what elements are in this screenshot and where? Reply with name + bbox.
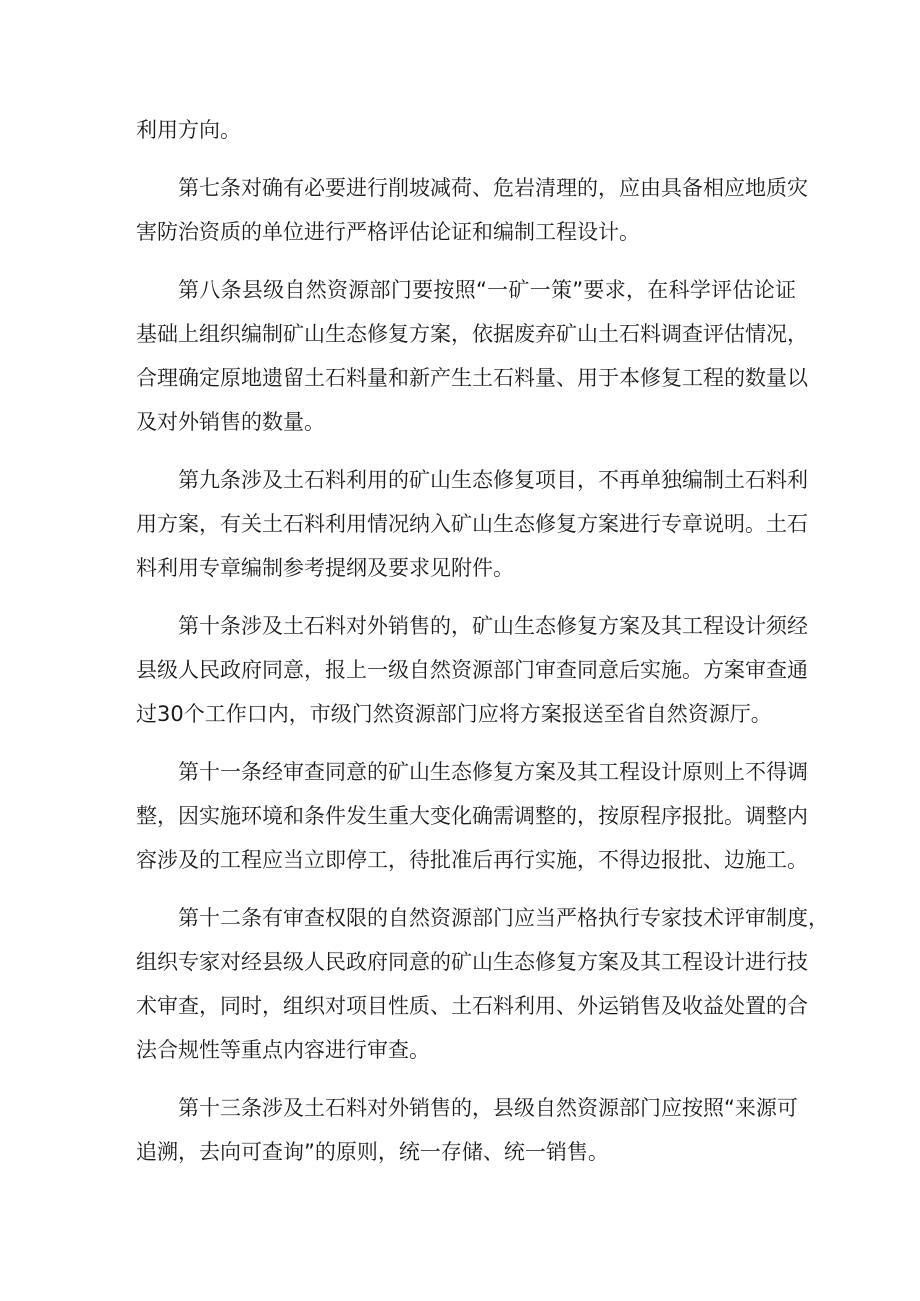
paragraph-continuation bbox=[136, 108, 796, 152]
paragraph-article-9 bbox=[136, 458, 808, 590]
text-line: 及对外销售的数量。 bbox=[136, 410, 325, 434]
text-line: 利用方向。 bbox=[136, 118, 241, 142]
text-line: 组织专家对经县级人民政府同意的矿山生态修复方案及其工程设计进行技 bbox=[136, 950, 808, 974]
text-line: 合理确定原地遗留土石料量和新产生土石料量、用于本修复工程的数量以 bbox=[136, 366, 808, 390]
text-line: 第十一条经审查同意的矿山生态修复方案及其工程设计原则上不得调 bbox=[178, 760, 808, 784]
text-line: 基础上组织编制矿山生态修复方案，依据废弃矿山土石料调查评估情况， bbox=[136, 322, 808, 346]
document-body bbox=[136, 108, 829, 1188]
paragraph-article-8 bbox=[136, 268, 808, 444]
text-line: 第十三条涉及土石料对外销售的，县级自然资源部门应按照“来源可 bbox=[178, 1096, 798, 1120]
text-line: 害防治资质的单位进行严格评估论证和编制工程设计。 bbox=[136, 220, 640, 244]
text-line: 整，因实施环境和条件发生重大变化确需调整的，按原程序报批。调整内 bbox=[136, 804, 808, 828]
text-line: 第十条涉及土石料对外销售的，矿山生态修复方案及其工程设计须经 bbox=[178, 614, 808, 638]
text-line: 术审查，同时，组织对项目性质、土石料利用、外运销售及收益处置的合 bbox=[136, 994, 808, 1018]
text-line: 过30个工作口内，市级门然资源部门应将方案报送至省自然资源厅。 bbox=[136, 702, 772, 726]
text-line: 第七条对确有必要进行削坡减荷、危岩清理的，应由具备相应地质灾 bbox=[178, 176, 808, 200]
text-line: 第九条涉及土石料利用的矿山生态修复项目，不再单独编制土石料利 bbox=[178, 468, 808, 492]
text-line: 第十二条有审查权限的自然资源部门应当严格执行专家技术评审制度， bbox=[178, 906, 829, 930]
paragraph-article-11 bbox=[136, 750, 808, 882]
text-line: 追溯，去向可查询”的原则，统一存储、统一销售。 bbox=[136, 1140, 609, 1164]
paragraph-article-13 bbox=[136, 1086, 796, 1174]
text-line: 容涉及的工程应当立即停工，待批准后再行实施，不得边报批、边施工。 bbox=[136, 848, 808, 872]
text-line: 第八条县级自然资源部门要按照“一矿一策”要求，在科学评估论证 bbox=[178, 278, 796, 302]
paragraph-article-10 bbox=[136, 604, 808, 736]
text-line: 料利用专章编制参考提纲及要求见附件。 bbox=[136, 556, 514, 580]
text-line: 法合规性等重点内容进行审查。 bbox=[136, 1038, 430, 1062]
paragraph-article-12 bbox=[136, 896, 829, 1072]
text-line: 用方案，有关土石料利用情况纳入矿山生态修复方案进行专章说明。土石 bbox=[136, 512, 808, 536]
text-line: 县级人民政府同意，报上一级自然资源部门审查同意后实施。方案审查通 bbox=[136, 658, 808, 682]
paragraph-article-7 bbox=[136, 166, 808, 254]
